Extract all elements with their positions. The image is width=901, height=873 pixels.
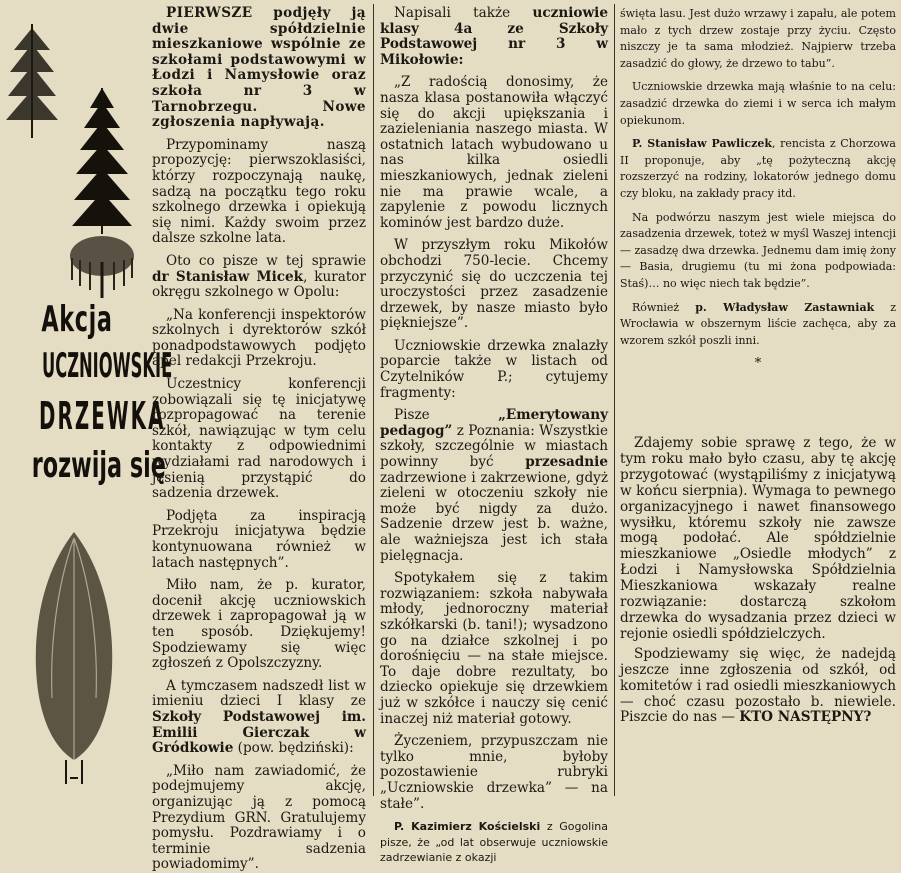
quote-paragraph: Życzeniem, przypuszczam nie tylko mnie, byłoby pozostawienie rubryki „Uczniowskie drzewka” — na stałe”. (380, 733, 608, 812)
paragraph (152, 254, 366, 301)
text: Spodziewamy się więc, że nadejdą jeszcze inne zgłoszenia od szkół, od komitetów i rad osiedli mieszkaniowych — choć czasu pozostało b. niewiele. Piszcie do nas — (620, 645, 896, 726)
headline-line-3: DRZEWKA (39, 394, 166, 438)
paragraph (620, 136, 896, 202)
paragraph (620, 647, 896, 727)
text: , rencista z Chorzowa II proponuje, aby „tę pożyteczną akcję rozszerzyć na rodziny, lokatorów jednego domu czy bloku, na zakłady pracy itd. (620, 137, 896, 200)
paragraph: Uczniowskie drzewka znalazły poparcie także w listach od Czytelników P.; cytujemy fragmenty: (380, 337, 608, 401)
paragraph: Na podwórzu naszym jest wiele miejsca do zasadzenia drzewek, toteż w myśl Waszej intencji — zasadzę dwa drzewka. Jednemu dam imię żony — Basia, drugiemu (tu mi żona podpowiada: Staś)… no więc niech tak będzie”. (620, 210, 896, 290)
paragraph (380, 819, 608, 866)
emphasis: przesadnie (525, 454, 608, 471)
paragraph (152, 679, 366, 757)
author-name: p. Władysław Zastawniak (695, 300, 875, 314)
author-name: dr Stanisław Micek (152, 268, 304, 285)
quote-paragraph: Spotykałem się z takim rozwiązaniem: szkoła nabywała młody, jednoroczny materiał szkółkarski (b. tani!); wysadzono go na działce szkolnej i po dorośnięciu — na stałe miejsce. To daje dobre rezultaty, bo dziecko opiekuje się drzewkiem już w szkółce i nauczy się cenić inaczej niż materiał gotowy. (380, 570, 608, 727)
lead-paragraph: PIERWSZE podjęły ją dwie spółdzielnie mieszkaniowe wspólnie ze szkołami podstawowymi w Łodzi i Namysłowie oraz szkoła nr 3 w Tarnobrzegu. Nowe zgłoszenia napływają. (152, 5, 366, 131)
quote-paragraph: Podjęta za inspiracją Przekroju inicjatywa będzie kontynuowana również w latach następnych”. (152, 507, 366, 571)
text: Pisze (394, 407, 499, 424)
paragraph: święta lasu. Jest dużo wrzawy i zapału, ale potem mało z tych drzew zostaje przy życiu. Często niszczy je ta sama młodzież. Najpierw trzeba zasadzić do głowy, że drzewo to tabu”. (620, 7, 896, 70)
headline-line-1: Akcja (41, 299, 113, 340)
text: z Wrocławia w obszernym liście zachęca, aby za wzorem szkół poszli inni. (620, 300, 896, 347)
text: Oto co pisze w tej sprawie (166, 252, 366, 269)
author-name: P. Stanisław Pawliczek (632, 137, 772, 151)
paragraph (620, 300, 896, 350)
column-rule-2 (614, 4, 615, 796)
text: (pow. będziński): (233, 740, 354, 757)
school-name: uczniowie klasy 4a ze Szkoły Podstawowej nr 3 w Mikołowie: (380, 5, 608, 68)
article-column-2 (380, 5, 608, 865)
article-column-3-letters (620, 6, 896, 434)
tree-illustration-poplar (26, 528, 122, 788)
quote-paragraph: „Na konferencji inspektorów szkolnych i dyrektorów szkół ponadpodstawowych podjęto apel redakcji Przekroju. (152, 306, 366, 370)
quote-paragraph: W przyszłym roku Mikołów obchodzi 750-lecie. Chcemy przyczynić się do uczczenia tej uroczystości przez zasadzenie drzewek, by nasze miasto było piękniejsze”. (380, 237, 608, 332)
tree-illustration-willow (66, 232, 138, 298)
paragraph: Przypominamy naszą propozycję: pierwszoklasiści, którzy rozpoczynają naukę, sadzą na początku tego roku szkolnego drzewka i opiekują się nimi. Każdy swoim przez dalsze szkolne lata. (152, 136, 366, 247)
tree-illustration-spruce (70, 86, 134, 236)
column-rule-1 (373, 4, 374, 796)
paragraph: Miło nam, że p. kurator, docenił akcję uczniowskich drzewek i zapropagował ją w ten sposób. Dziękujemy! Spodziewamy się więc zgłoszeń z Opolszczyzny. (152, 577, 366, 672)
headline-line-4: rozwija się (31, 445, 166, 486)
headline (4, 298, 173, 490)
quote-paragraph: Uczestnicy konferencji zobowiązali się tę inicjatywę rozpropagować na terenie szkół, nawiązując w tym celu kontakty z odpowiednimi wydziałami rad narodowych i jesienią przystąpić do sadzenia drzewek. (152, 376, 366, 502)
text: Napisali także (394, 5, 533, 21)
school-name: Szkoły Podstawowej im. Emilii Gierczak w Gródkowie (152, 708, 366, 757)
quote-paragraph: „Z radością donosimy, że nasza klasa postanowiła włączyć się do akcji upiększania i zazieleniania naszego miasta. W ostatnich latach wybudowano u nas kilka osiedli mieszkaniowych, jednak zieleni nie ma prawie wcale, a zapylenie z powodu licznych kominów jest bardzo duże. (380, 74, 608, 231)
text: zadrzewione i zakrzewione, gdyż zieleni w otoczeniu szkoły nie może być nigdy za dużo. Sadzenie drzew jest b. ważne, ale ważniejsza jest ich stała pielęgnacja. (380, 469, 608, 564)
article-column-3-conclusion (620, 436, 896, 796)
headline-line-2: UCZNIOWSKIE (41, 346, 173, 386)
tree-illustration-top (2, 20, 62, 140)
text: z Gogolina pisze, że „od lat obserwuje uczniowskie zadrzewianie z okazji (380, 820, 608, 865)
text: z Poznania: Wszystkie szkoły, szczególnie w miastach powinny być (380, 422, 608, 471)
paragraph: Zdajemy sobie sprawę z tego, że w tym roku mało było czasu, aby tę akcję przygotować (wystąpiliśmy z inicjatywą w końcu sierpnia). Wymaga to pewnego organizacyjnego i nawet finansowego wysiłku, któremu szkoły nie zawsze mogą podołać. Ale spółdzielnie mieszkaniowe „Osiedle młodych” z Łodzi i Namysłowska Spółdzielnia Mieszkaniowa wskazały realne rozwiązanie: dostarczą szkołom drzewka do wysadzania przez dzieci w rejonie osiedli spółdzielczych. (620, 435, 896, 642)
quote-paragraph: „Miło nam zawiadomić, że podejmujemy akcję, organizując ją z pomocą Prezydium GRN. Gratulujemy pomysłu. Pozdrawiamy i o terminie sadzenia powiadomimy”. (152, 762, 366, 873)
closing-callout: KTO NASTĘPNY? (739, 709, 872, 726)
paragraph (380, 408, 608, 564)
author-name: P. Kazimierz Kościelski (394, 820, 541, 834)
article-column-1 (152, 5, 366, 873)
paragraph (380, 6, 608, 68)
paragraph: Uczniowskie drzewka mają właśnie to na celu: zasadzić drzewka do ziemi i w serca ich małym opiekunom. (620, 80, 896, 127)
text: , kurator okręgu szkolnego w Opolu: (152, 268, 366, 301)
text: A tymczasem nadszedł list w imieniu dzieci I klasy ze (152, 677, 366, 710)
section-separator: * (754, 356, 762, 372)
text: Również (632, 300, 696, 314)
author-name: „Emerytowany pedagog” (380, 407, 608, 439)
